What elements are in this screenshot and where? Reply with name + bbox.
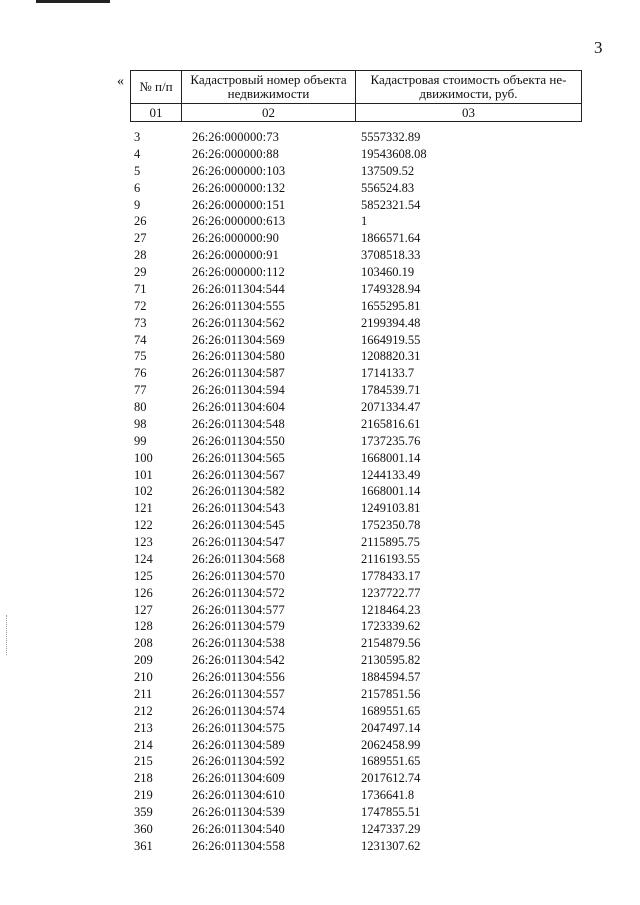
row-number: 213 xyxy=(134,720,153,735)
row-number: 99 xyxy=(134,433,147,448)
cadastral-number: 26:26:011304:539 xyxy=(192,805,285,819)
cadastral-cost: 1218464.23 xyxy=(361,602,421,617)
table-row xyxy=(0,129,640,146)
row-number: 77 xyxy=(134,383,147,398)
row-number: 127 xyxy=(134,602,153,617)
cadastral-number: 26:26:011304:550 xyxy=(192,433,285,448)
cadastral-cost: 2047497.14 xyxy=(361,720,421,735)
table-row xyxy=(0,720,640,737)
table-row xyxy=(0,703,640,720)
cadastral-number: 26:26:011304:547 xyxy=(192,535,285,549)
cadastral-cost: 103460.19 xyxy=(361,265,415,279)
cadastral-cost: 1737235.76 xyxy=(361,433,421,448)
cadastral-cost: 1237722.77 xyxy=(361,585,421,600)
cadastral-number: 26:26:011304:574 xyxy=(192,703,285,718)
cadastral-number: 26:26:011304:579 xyxy=(192,619,285,634)
cadastral-number: 26:26:011304:545 xyxy=(192,518,285,533)
scan-edge-mark xyxy=(36,0,110,3)
table-row xyxy=(0,180,640,197)
row-number: 73 xyxy=(134,315,147,330)
table-body xyxy=(0,129,640,855)
table-row xyxy=(0,753,640,770)
cadastral-number: 26:26:011304:542 xyxy=(192,653,285,668)
cadastral-number: 26:26:011304:580 xyxy=(192,349,285,364)
row-number: 211 xyxy=(134,686,153,701)
row-number: 214 xyxy=(134,737,153,752)
row-number: 101 xyxy=(134,467,153,482)
cadastral-cost: 2157851.56 xyxy=(361,686,421,701)
row-number: 71 xyxy=(134,281,147,296)
table-row xyxy=(0,585,640,602)
cadastral-cost: 2115895.75 xyxy=(361,535,420,549)
cadastral-number: 26:26:011304:587 xyxy=(192,366,285,381)
table-row xyxy=(0,821,640,838)
cadastral-cost: 1 xyxy=(361,214,368,229)
cadastral-number: 26:26:000000:73 xyxy=(192,130,279,144)
row-number: 126 xyxy=(134,585,153,600)
row-number: 80 xyxy=(134,400,147,414)
table-row xyxy=(0,467,640,484)
cadastral-cost: 137509.52 xyxy=(361,163,415,178)
cadastral-cost: 1668001.14 xyxy=(361,450,421,465)
cadastral-number: 26:26:011304:568 xyxy=(192,551,285,566)
cadastral-cost: 1866571.64 xyxy=(361,231,421,246)
cadastral-number: 26:26:011304:610 xyxy=(192,788,285,803)
table-row xyxy=(0,146,640,163)
table-row xyxy=(0,787,640,804)
table-row xyxy=(0,517,640,534)
row-number: 5 xyxy=(134,163,141,178)
table-row xyxy=(0,230,640,247)
table-row xyxy=(0,315,640,332)
row-number: 361 xyxy=(134,838,153,853)
cadastral-number: 26:26:011304:582 xyxy=(192,484,285,499)
table-row xyxy=(0,500,640,517)
cadastral-number: 26:26:000000:112 xyxy=(192,265,285,279)
cadastral-cost: 2071334.47 xyxy=(361,400,421,414)
row-number: 6 xyxy=(134,180,141,195)
cadastral-number: 26:26:011304:544 xyxy=(192,281,285,296)
cadastral-number: 26:26:011304:562 xyxy=(192,315,285,330)
row-number: 9 xyxy=(134,197,141,212)
cadastral-cost: 1664919.55 xyxy=(361,332,421,347)
header-number: № п/п xyxy=(131,71,182,104)
cadastral-number: 26:26:011304:540 xyxy=(192,821,285,836)
cadastral-number: 26:26:011304:558 xyxy=(192,838,285,853)
cadastral-number: 26:26:011304:594 xyxy=(192,383,285,398)
table-row xyxy=(0,213,640,230)
row-number: 28 xyxy=(134,248,147,263)
cadastral-cost: 5557332.89 xyxy=(361,130,421,144)
table-header xyxy=(130,70,582,122)
header-cadastral-number: Кадастровый номер объекта недвижимости xyxy=(182,71,356,104)
cadastral-cost: 19543608.08 xyxy=(361,146,427,161)
cadastral-cost: 1747855.51 xyxy=(361,805,421,819)
row-number: 218 xyxy=(134,771,153,786)
header-cadastral-cost: Кадастровая стоимость объекта не-движимости, руб. xyxy=(356,71,582,104)
cadastral-number: 26:26:011304:555 xyxy=(192,298,285,313)
cadastral-number: 26:26:000000:103 xyxy=(192,163,286,178)
table-row xyxy=(0,264,640,281)
cadastral-cost: 2199394.48 xyxy=(361,315,421,330)
cadastral-number: 26:26:011304:592 xyxy=(192,754,285,769)
row-number: 124 xyxy=(134,551,153,566)
table-row xyxy=(0,483,640,500)
row-number: 210 xyxy=(134,670,153,684)
row-number: 123 xyxy=(134,535,153,549)
cadastral-cost: 1208820.31 xyxy=(361,349,421,364)
table-row xyxy=(0,551,640,568)
row-number: 76 xyxy=(134,366,147,381)
cadastral-cost: 1249103.81 xyxy=(361,501,421,516)
cadastral-number: 26:26:011304:570 xyxy=(192,568,285,583)
table-row xyxy=(0,770,640,787)
row-number: 212 xyxy=(134,703,153,718)
table-row xyxy=(0,652,640,669)
cadastral-number: 26:26:011304:577 xyxy=(192,602,285,617)
table-row xyxy=(0,669,640,686)
cadastral-number: 26:26:000000:88 xyxy=(192,146,279,161)
cadastral-number: 26:26:011304:557 xyxy=(192,686,285,701)
table-row xyxy=(0,348,640,365)
row-number: 3 xyxy=(134,130,141,144)
header-code-1: 01 xyxy=(131,104,182,122)
row-number: 121 xyxy=(134,501,153,516)
cadastral-cost: 1778433.17 xyxy=(361,568,421,583)
table-row xyxy=(0,838,640,855)
cadastral-cost: 1736641.8 xyxy=(361,788,415,803)
cadastral-number: 26:26:011304:556 xyxy=(192,670,285,684)
table-row xyxy=(0,450,640,467)
row-number: 4 xyxy=(134,146,141,161)
row-number: 74 xyxy=(134,332,147,347)
cadastral-cost: 2116193.55 xyxy=(361,551,420,566)
table-row xyxy=(0,804,640,821)
row-number: 98 xyxy=(134,416,147,431)
row-number: 208 xyxy=(134,636,153,651)
table-row xyxy=(0,737,640,754)
row-number: 102 xyxy=(134,484,153,499)
cadastral-number: 26:26:011304:538 xyxy=(192,636,285,651)
row-number: 100 xyxy=(134,450,153,465)
row-number: 75 xyxy=(134,349,147,364)
table-row xyxy=(0,332,640,349)
cadastral-number: 26:26:000000:613 xyxy=(192,214,286,229)
table-row xyxy=(0,399,640,416)
header-code-2: 02 xyxy=(182,104,356,122)
cadastral-number: 26:26:011304:548 xyxy=(192,416,285,431)
table-row xyxy=(0,298,640,315)
cadastral-cost: 1247337.29 xyxy=(361,821,421,836)
table-row xyxy=(0,163,640,180)
cadastral-cost: 1749328.94 xyxy=(361,281,421,296)
table-row xyxy=(0,365,640,382)
table-row xyxy=(0,382,640,399)
cadastral-number: 26:26:000000:91 xyxy=(192,248,279,263)
row-number: 29 xyxy=(134,265,147,279)
cadastral-number: 26:26:011304:543 xyxy=(192,501,285,516)
header-code-row xyxy=(131,104,582,122)
row-number: 26 xyxy=(134,214,147,229)
table-row xyxy=(0,197,640,214)
cadastral-cost: 1244133.49 xyxy=(361,467,421,482)
cadastral-cost: 1784539.71 xyxy=(361,383,421,398)
table-row xyxy=(0,602,640,619)
cadastral-cost: 2154879.56 xyxy=(361,636,421,651)
row-number: 128 xyxy=(134,619,153,634)
cadastral-cost: 3708518.33 xyxy=(361,248,421,263)
cadastral-cost: 2165816.61 xyxy=(361,416,421,431)
cadastral-cost: 556524.83 xyxy=(361,180,415,195)
cadastral-number: 26:26:011304:569 xyxy=(192,332,285,347)
header-code-3: 03 xyxy=(356,104,582,122)
cadastral-cost: 1689551.65 xyxy=(361,754,421,769)
cadastral-cost: 5852321.54 xyxy=(361,197,421,212)
cadastral-cost: 2017612.74 xyxy=(361,771,421,786)
row-number: 125 xyxy=(134,568,153,583)
row-number: 209 xyxy=(134,653,153,668)
cadastral-number: 26:26:011304:575 xyxy=(192,720,285,735)
cadastral-cost: 2062458.99 xyxy=(361,737,421,752)
cadastral-cost: 1668001.14 xyxy=(361,484,421,499)
table-row xyxy=(0,247,640,264)
cadastral-number: 26:26:011304:609 xyxy=(192,771,285,786)
cadastral-cost: 1723339.62 xyxy=(361,619,421,634)
cadastral-cost: 1884594.57 xyxy=(361,670,421,684)
row-number: 72 xyxy=(134,298,147,313)
cadastral-number: 26:26:011304:589 xyxy=(192,737,285,752)
table-row xyxy=(0,416,640,433)
cadastral-number: 26:26:000000:90 xyxy=(192,231,279,246)
cadastral-cost: 1655295.81 xyxy=(361,298,421,313)
row-number: 359 xyxy=(134,805,153,819)
row-number: 27 xyxy=(134,231,147,246)
table-row xyxy=(0,281,640,298)
row-number: 219 xyxy=(134,788,153,803)
table-row xyxy=(0,433,640,450)
header-row xyxy=(131,71,582,104)
table-row xyxy=(0,534,640,551)
cadastral-cost: 1689551.65 xyxy=(361,703,421,718)
cadastral-cost: 1752350.78 xyxy=(361,518,421,533)
page-number: 3 xyxy=(594,38,603,57)
opening-quote-mark: « xyxy=(117,74,124,89)
cadastral-number: 26:26:011304:572 xyxy=(192,585,285,600)
table-row xyxy=(0,635,640,652)
table-row xyxy=(0,618,640,635)
cadastral-cost: 2130595.82 xyxy=(361,653,421,668)
row-number: 122 xyxy=(134,518,153,533)
cadastral-number: 26:26:011304:565 xyxy=(192,450,285,465)
cadastral-cost: 1714133.7 xyxy=(361,366,415,381)
cadastral-number: 26:26:000000:132 xyxy=(192,180,286,195)
table-row xyxy=(0,568,640,585)
cadastral-cost: 1231307.62 xyxy=(361,838,421,853)
row-number: 360 xyxy=(134,821,153,836)
cadastral-number: 26:26:000000:151 xyxy=(192,197,286,212)
row-number: 215 xyxy=(134,754,153,769)
cadastral-number: 26:26:011304:604 xyxy=(192,400,285,414)
table-row xyxy=(0,686,640,703)
cadastral-number: 26:26:011304:567 xyxy=(192,467,285,482)
